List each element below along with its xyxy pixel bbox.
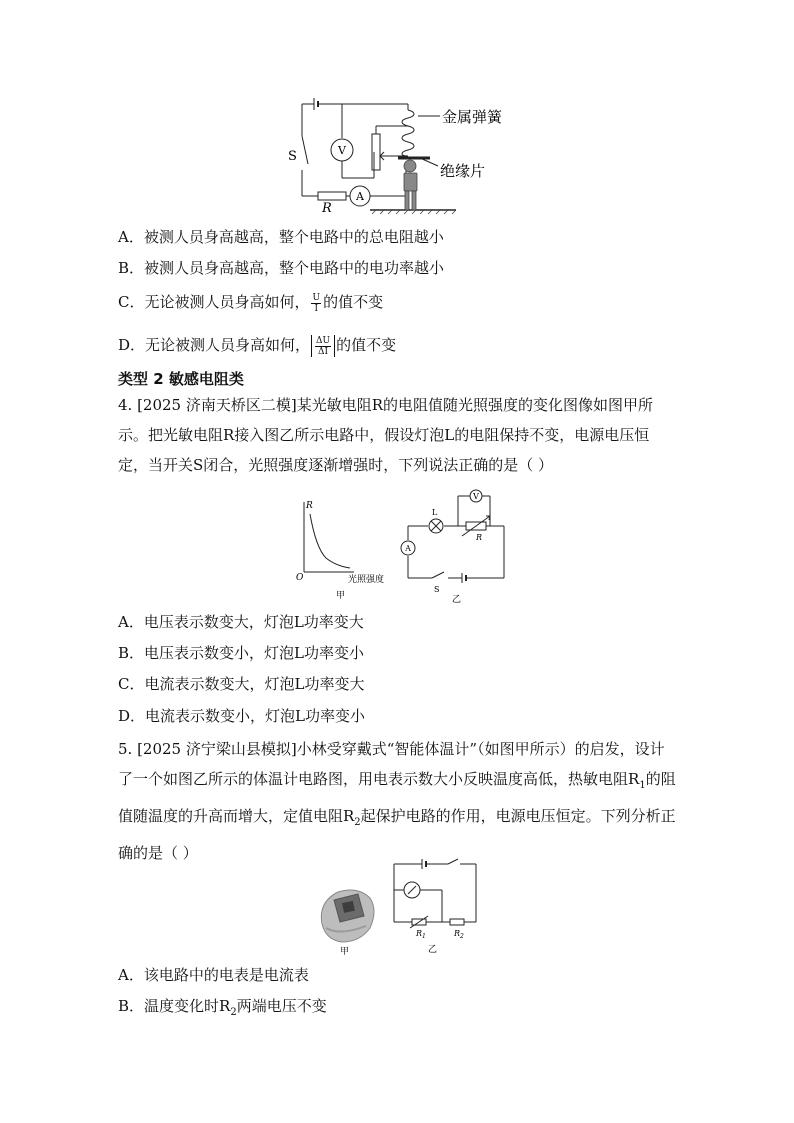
wearable-thermometer-image [312, 882, 384, 956]
person-icon [404, 160, 417, 210]
graph-y-label: R [306, 501, 313, 511]
q4-option-a: A．电压表示数变大，灯泡L功率变大 [118, 613, 364, 631]
q3-option-d-tail: 的值不变 [336, 336, 397, 354]
q3-option-c-tail: 的值不变 [323, 293, 384, 311]
q5-stem [118, 734, 678, 868]
ammeter-symbol-label: A [356, 190, 364, 203]
figure-caption-yi: 乙 [428, 945, 438, 955]
q3-option-b: B．被测人员身高越高，整个电路中的电功率越小 [118, 259, 445, 277]
figure-caption-jia: 甲 [340, 947, 350, 956]
switch-label: S [288, 149, 297, 164]
resistor-label: R [322, 201, 332, 216]
q3-option-c [118, 292, 383, 314]
fraction-denominator: I [314, 303, 319, 314]
q5-option-b-tail: 两端电压不变 [236, 997, 327, 1015]
u-over-i-fraction [311, 293, 321, 314]
figure-caption-yi: 乙 [452, 595, 462, 604]
spring-label: 金属弹簧 [442, 108, 503, 126]
q4-figure-jia-graph [292, 496, 392, 604]
graph-origin: O [296, 573, 304, 583]
q3-option-d-text: D．无论被测人员身高如何， [118, 336, 311, 354]
q5-figure-yi-circuit [388, 856, 484, 956]
q5-stem-part3: 起保护电路的作用，电源电压恒定。下列分析正确的是（ ） [118, 807, 676, 862]
abs-bar-left [311, 335, 312, 357]
q4-option-b: B．电压表示数变小，灯泡L功率变小 [118, 644, 364, 662]
q5-stem-part2: 的阻值随温度的升高而增大，定值电阻R [118, 770, 676, 825]
subscript: 2 [354, 817, 361, 828]
section-heading: 类型 2 敏感电阻类 [118, 370, 244, 388]
q5-option-b-text: B．温度变化时R [118, 997, 231, 1015]
fraction-numerator: ΔU [316, 335, 331, 346]
q5-option-a: A．该电路中的电表是电流表 [118, 966, 309, 984]
q3-option-d [118, 335, 396, 357]
q4-stem: 4. [2025 济南天桥区二模]某光敏电阻R的电阻值随光照强度的变化图像如图甲所示。把光敏电阻R接入图乙所示电路中，假设灯泡L的电阻保持不变，电源电压恒定，当开关S闭合，光照强度逐渐增强时，下列说法正确的是（ ） [118, 396, 654, 474]
figure-caption-jia: 甲 [336, 591, 346, 601]
q4-option-c: C．电流表示数变大，灯泡L功率变大 [118, 675, 365, 693]
q4-switch-label: S [434, 585, 440, 594]
q4-rheostat-label: R [476, 533, 483, 542]
voltmeter-symbol-label: V [338, 144, 346, 157]
subscript: 2 [230, 1007, 237, 1018]
r2-label: $R_2$ [454, 929, 464, 940]
subscript: 1 [639, 780, 646, 791]
q4-lamp-label: L [432, 508, 438, 517]
fraction-denominator: ΔI [318, 346, 329, 357]
q4-option-d: D．电流表示数变小，灯泡L功率变小 [118, 707, 365, 725]
q5-option-b [118, 996, 327, 1023]
height-meter-circuit-figure [280, 96, 520, 218]
graph-x-label: 光照强度 [348, 575, 385, 585]
q3-option-a: A．被测人员身高越高，整个电路中的总电阻越小 [118, 228, 444, 246]
q3-option-c-text: C．无论被测人员身高如何， [118, 293, 310, 311]
q4-voltmeter-symbol: V [473, 492, 479, 501]
r1-label: $R_1$ [416, 929, 426, 940]
q4-figure-yi-circuit [396, 486, 520, 604]
insulator-label: 绝缘片 [440, 162, 486, 180]
fraction-numerator: U [312, 292, 321, 303]
delta-u-over-delta-i-fraction [315, 336, 331, 357]
q4-ammeter-symbol: A [405, 544, 411, 553]
abs-bar-right [334, 335, 335, 357]
q5-stem-part1: 5. [2025 济宁梁山县模拟]小林受穿戴式“智能体温计”（如图甲所示）的启发，设计了一个如图乙所示的体温计电路图，用电表示数大小反映温度高低，热敏电阻R [118, 740, 665, 788]
